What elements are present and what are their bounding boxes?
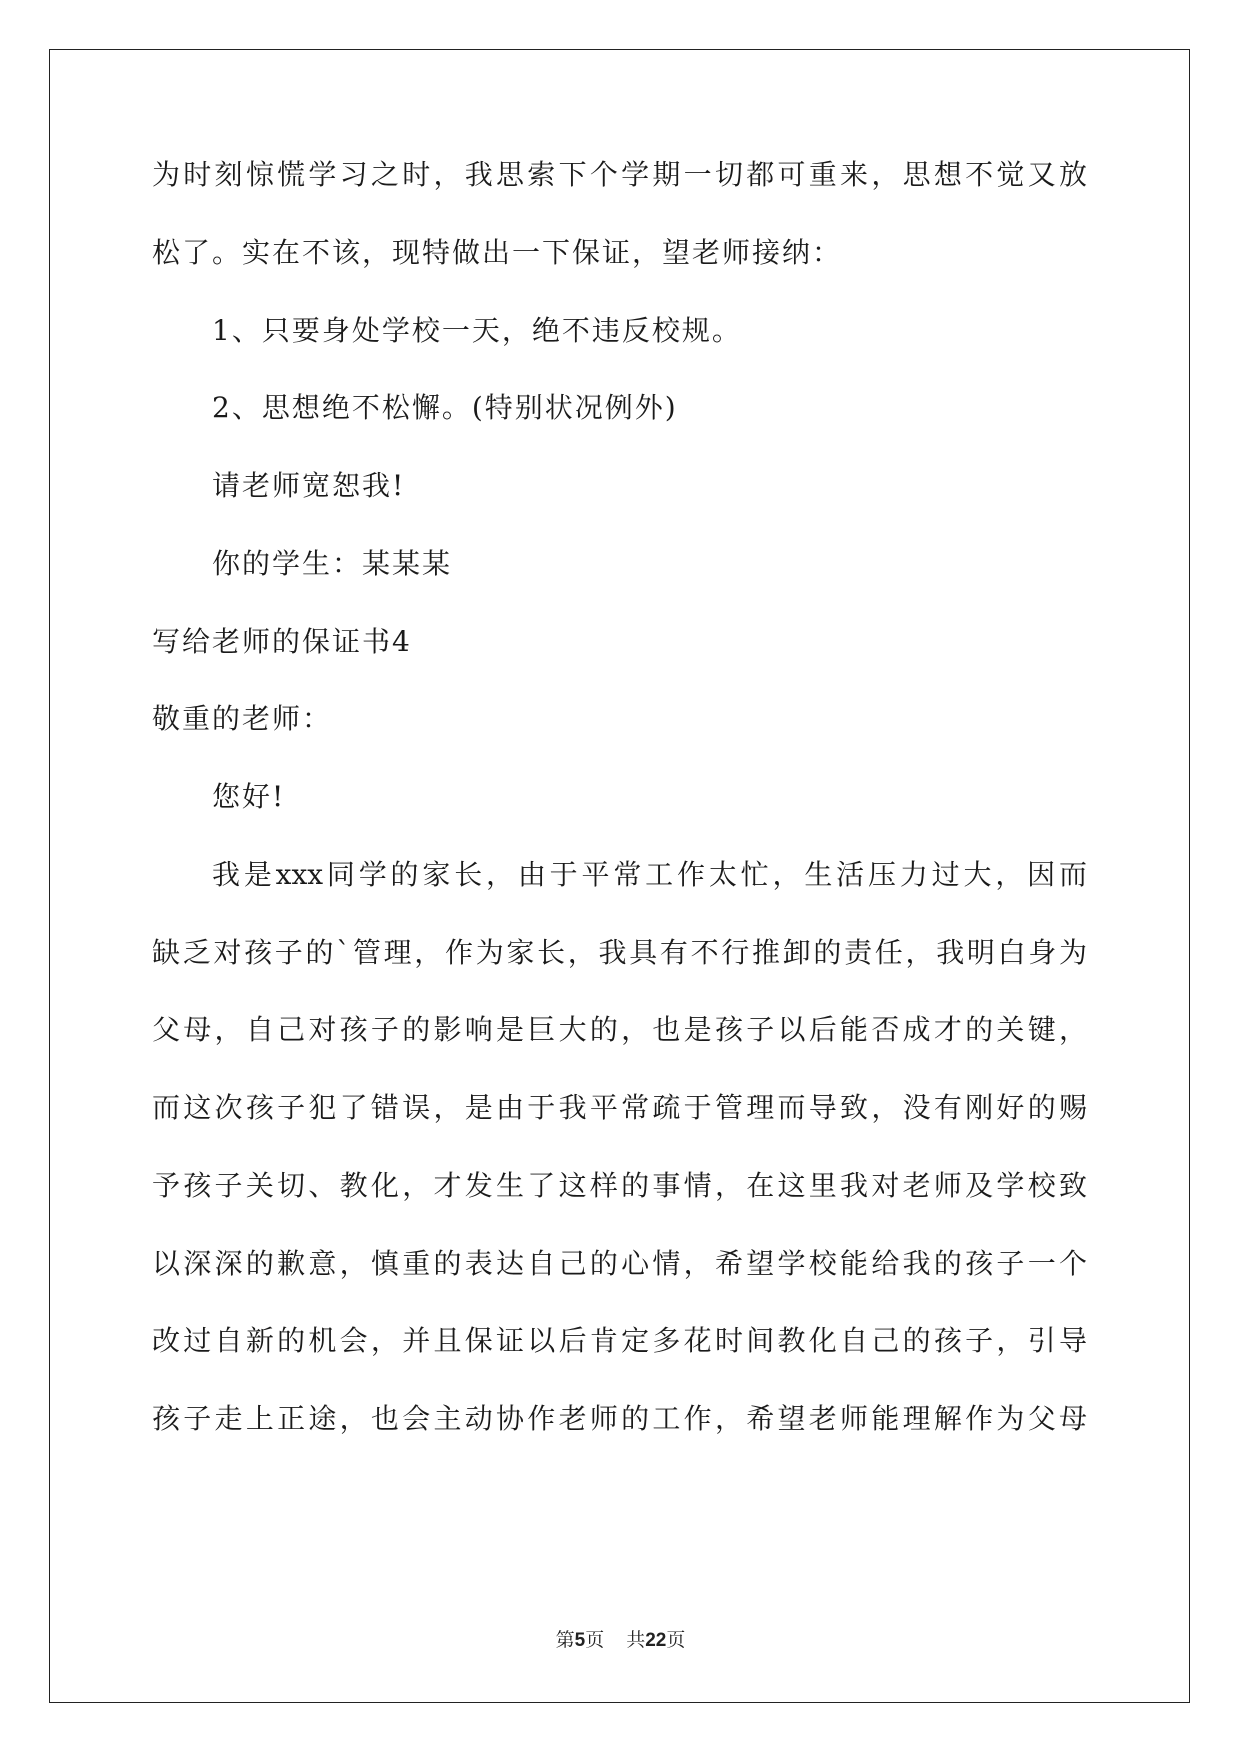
text-line: 父母，自己对孩子的影响是巨大的，也是孩子以后能否成才的关键， [152,1013,1087,1046]
text-line: 而这次孩子犯了错误，是由于我平常疏于管理而导致，没有刚好的赐 [152,1091,1087,1124]
page-prefix: 第 [555,1629,575,1651]
text-line: 请老师宽恕我! [212,469,406,502]
list-item: 2、思想绝不松懈。(特别状况例外) [212,391,678,424]
total-suffix: 页 [666,1629,686,1651]
greeting: 您好! [212,780,286,813]
text-line: 以深深的歉意，慎重的表达自己的心情，希望学校能给我的孩子一个 [152,1247,1087,1280]
salutation: 敬重的老师： [152,702,333,735]
signature-line: 你的学生：某某某 [212,547,453,580]
text-line: 缺乏对孩子的`管理，作为家长，我具有不行推卸的责任，我明白身为 [152,936,1087,969]
total-pages: 22 [645,1630,667,1651]
total-prefix: 共 [626,1629,646,1651]
page-footer [0,1628,1241,1653]
text-line: 改过自新的机会，并且保证以后肯定多花时间教化自己的孩子，引导 [152,1324,1087,1357]
page-suffix: 页 [585,1629,605,1651]
list-item: 1、只要身处学校一天，绝不违反校规。 [212,314,742,347]
section-title: 写给老师的保证书4 [152,625,412,658]
page-number: 5 [574,1630,586,1651]
text-line: 予孩子关切、教化，才发生了这样的事情，在这里我对老师及学校致 [152,1169,1087,1202]
text-line: 松了。实在不该，现特做出一下保证，望老师接纳： [152,236,843,269]
text-line: 我是xxx同学的家长，由于平常工作太忙，生活压力过大，因而 [212,858,1087,891]
text-line: 为时刻惊慌学习之时，我思索下个学期一切都可重来，思想不觉又放 [152,158,1087,191]
text-line: 孩子走上正途，也会主动协作老师的工作，希望老师能理解作为父母 [152,1402,1087,1435]
